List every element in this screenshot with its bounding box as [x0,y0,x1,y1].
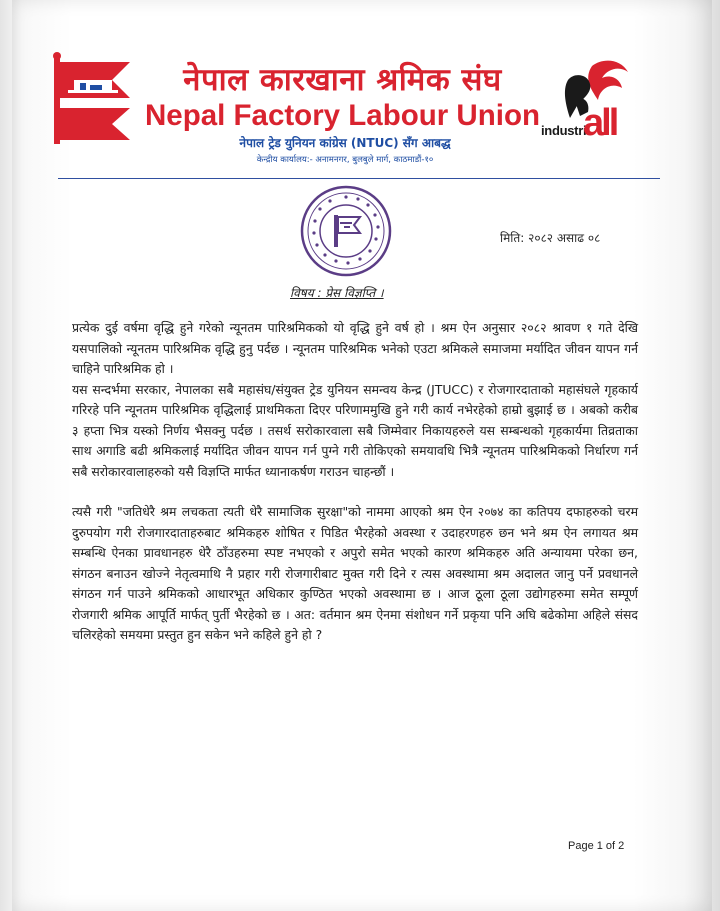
paragraph-1: प्रत्येक दुई वर्षमा वृद्धि हुने गरेको न्यूनतम पारिश्रमिकको यो वृद्धि हुने वर्ष हो । श्रम ऐन अनुसार २०८२ श्रावण १ गते देखि यसपालिको न्यूनतम पारिश्रमिक वृद्धि हुनु पर्दछ । न्यूनतम पारिश्रमिक भनेको एउटा श्रमिकले समाजमा मर्यादित जीवन यापन गर्न चाहिने पारिश्रमिक हो । [72,320,638,376]
paragraph-2: यस सन्दर्भमा सरकार, नेपालका सबै महासंघ/संयुक्त ट्रेड युनियन समन्वय केन्द्र (JTUCC) र रोजगारदाताको महासंघले गृहकार्य गरिरहे पनि न्यूनतम पारिश्रमिक वृद्धिलाई प्राथमिकता दिएर परिणाममुखि हुने गरी कार्य नभेरहेको हाम्रो बुझाई छ । अबको करीब ३ हप्ता भित्र यस्को निर्णय भैसक्नु पर्दछ । तसर्थ सरोकारवाला सबै जिम्मेवार निकायहरुले यस सम्बन्धको गृहकार्यमा तिव्रताका साथ अगाडि बढी श्रमिकलाई मर्यादित जीवन यापन गर्न पुग्ने गरी तोकिएको समयावधि भित्रै न्यूनतम पारिश्रमिकको निर्धारण गर्न सबै सरोकारवालाहरुको यसै विज्ञप्ति मार्फत ध्यानाकर्षण गराउन चाहन्छौं । [72,381,638,479]
industriall-wordmark-part2: all [583,102,617,144]
union-flag-logo-icon [50,52,134,146]
union-title-english: Nepal Factory Labour Union [144,99,540,132]
letterhead-divider [58,178,660,179]
union-seal-icon [300,185,392,277]
document-date: मिति: २०८२ असाढ ०८ [500,231,601,245]
page-number: Page 1 of 2 [568,840,625,852]
industriall-wordmark-part1: industri [541,123,587,138]
affiliation-line: नेपाल ट्रेड युनियन कांग्रेस (NTUC) सँग आबद्ध [239,136,451,150]
press-release-body [72,318,638,646]
document-subject: विषय : प्रेस विज्ञप्ति । [290,286,384,300]
office-address: केन्द्रीय कार्यालय:- अनामनगर, बुलबुले मार्ग, काठमाडौं-१० [256,155,434,165]
union-title-nepali: नेपाल कारखाना श्रमिक संघ [183,62,502,98]
paragraph-3: त्यसै गरी "जतिधेरै श्रम लचकता त्यती धेरै सामाजिक सुरक्षा"को नाममा आएको श्रम ऐन २०७४ का कतिपय दफाहरुको चरम दुरुपयोग गरी रोजगारदाताहरुबाट श्रमिकहरु शोषित र पिडित भैरहेको अवस्था र उदाहरणहरु छन भने श्रम ऐन लगायत श्रम सम्बन्धि ऐनका प्रावधानहरु धेरै ठाँउहरुमा स्पष्ट नभएको र अपुरो समेत भएको कारण श्रमिकहरु अति अन्यायमा परेका छन, संगठन बनाउन खोज्ने नेतृत्वमाथि नै प्रहार गरी रोजगारीबाट मुक्त गरी दिने र त्यस अवस्थामा श्रम अदालत जानु पर्ने प्रवधानले संगठन गर्न पाउने श्रमिकको आधारभूत अधिकार कुण्ठित भएको अवस्थामा छ । आज ठूला ठूला उद्योगहरुमा समेत सम्पूर्ण रोजगारी श्रमिक आपूर्ति मार्फत् पुर्ती भैरहेको छ । अत: वर्तमान श्रम ऐनमा संशोधन गर्ने प्रकृया पनि अघि बढेकोमा अहिले संसद चलिरहेको समयमा प्रस्तुत हुन सकेन भने कहिले हुने हो ? [72,504,638,642]
